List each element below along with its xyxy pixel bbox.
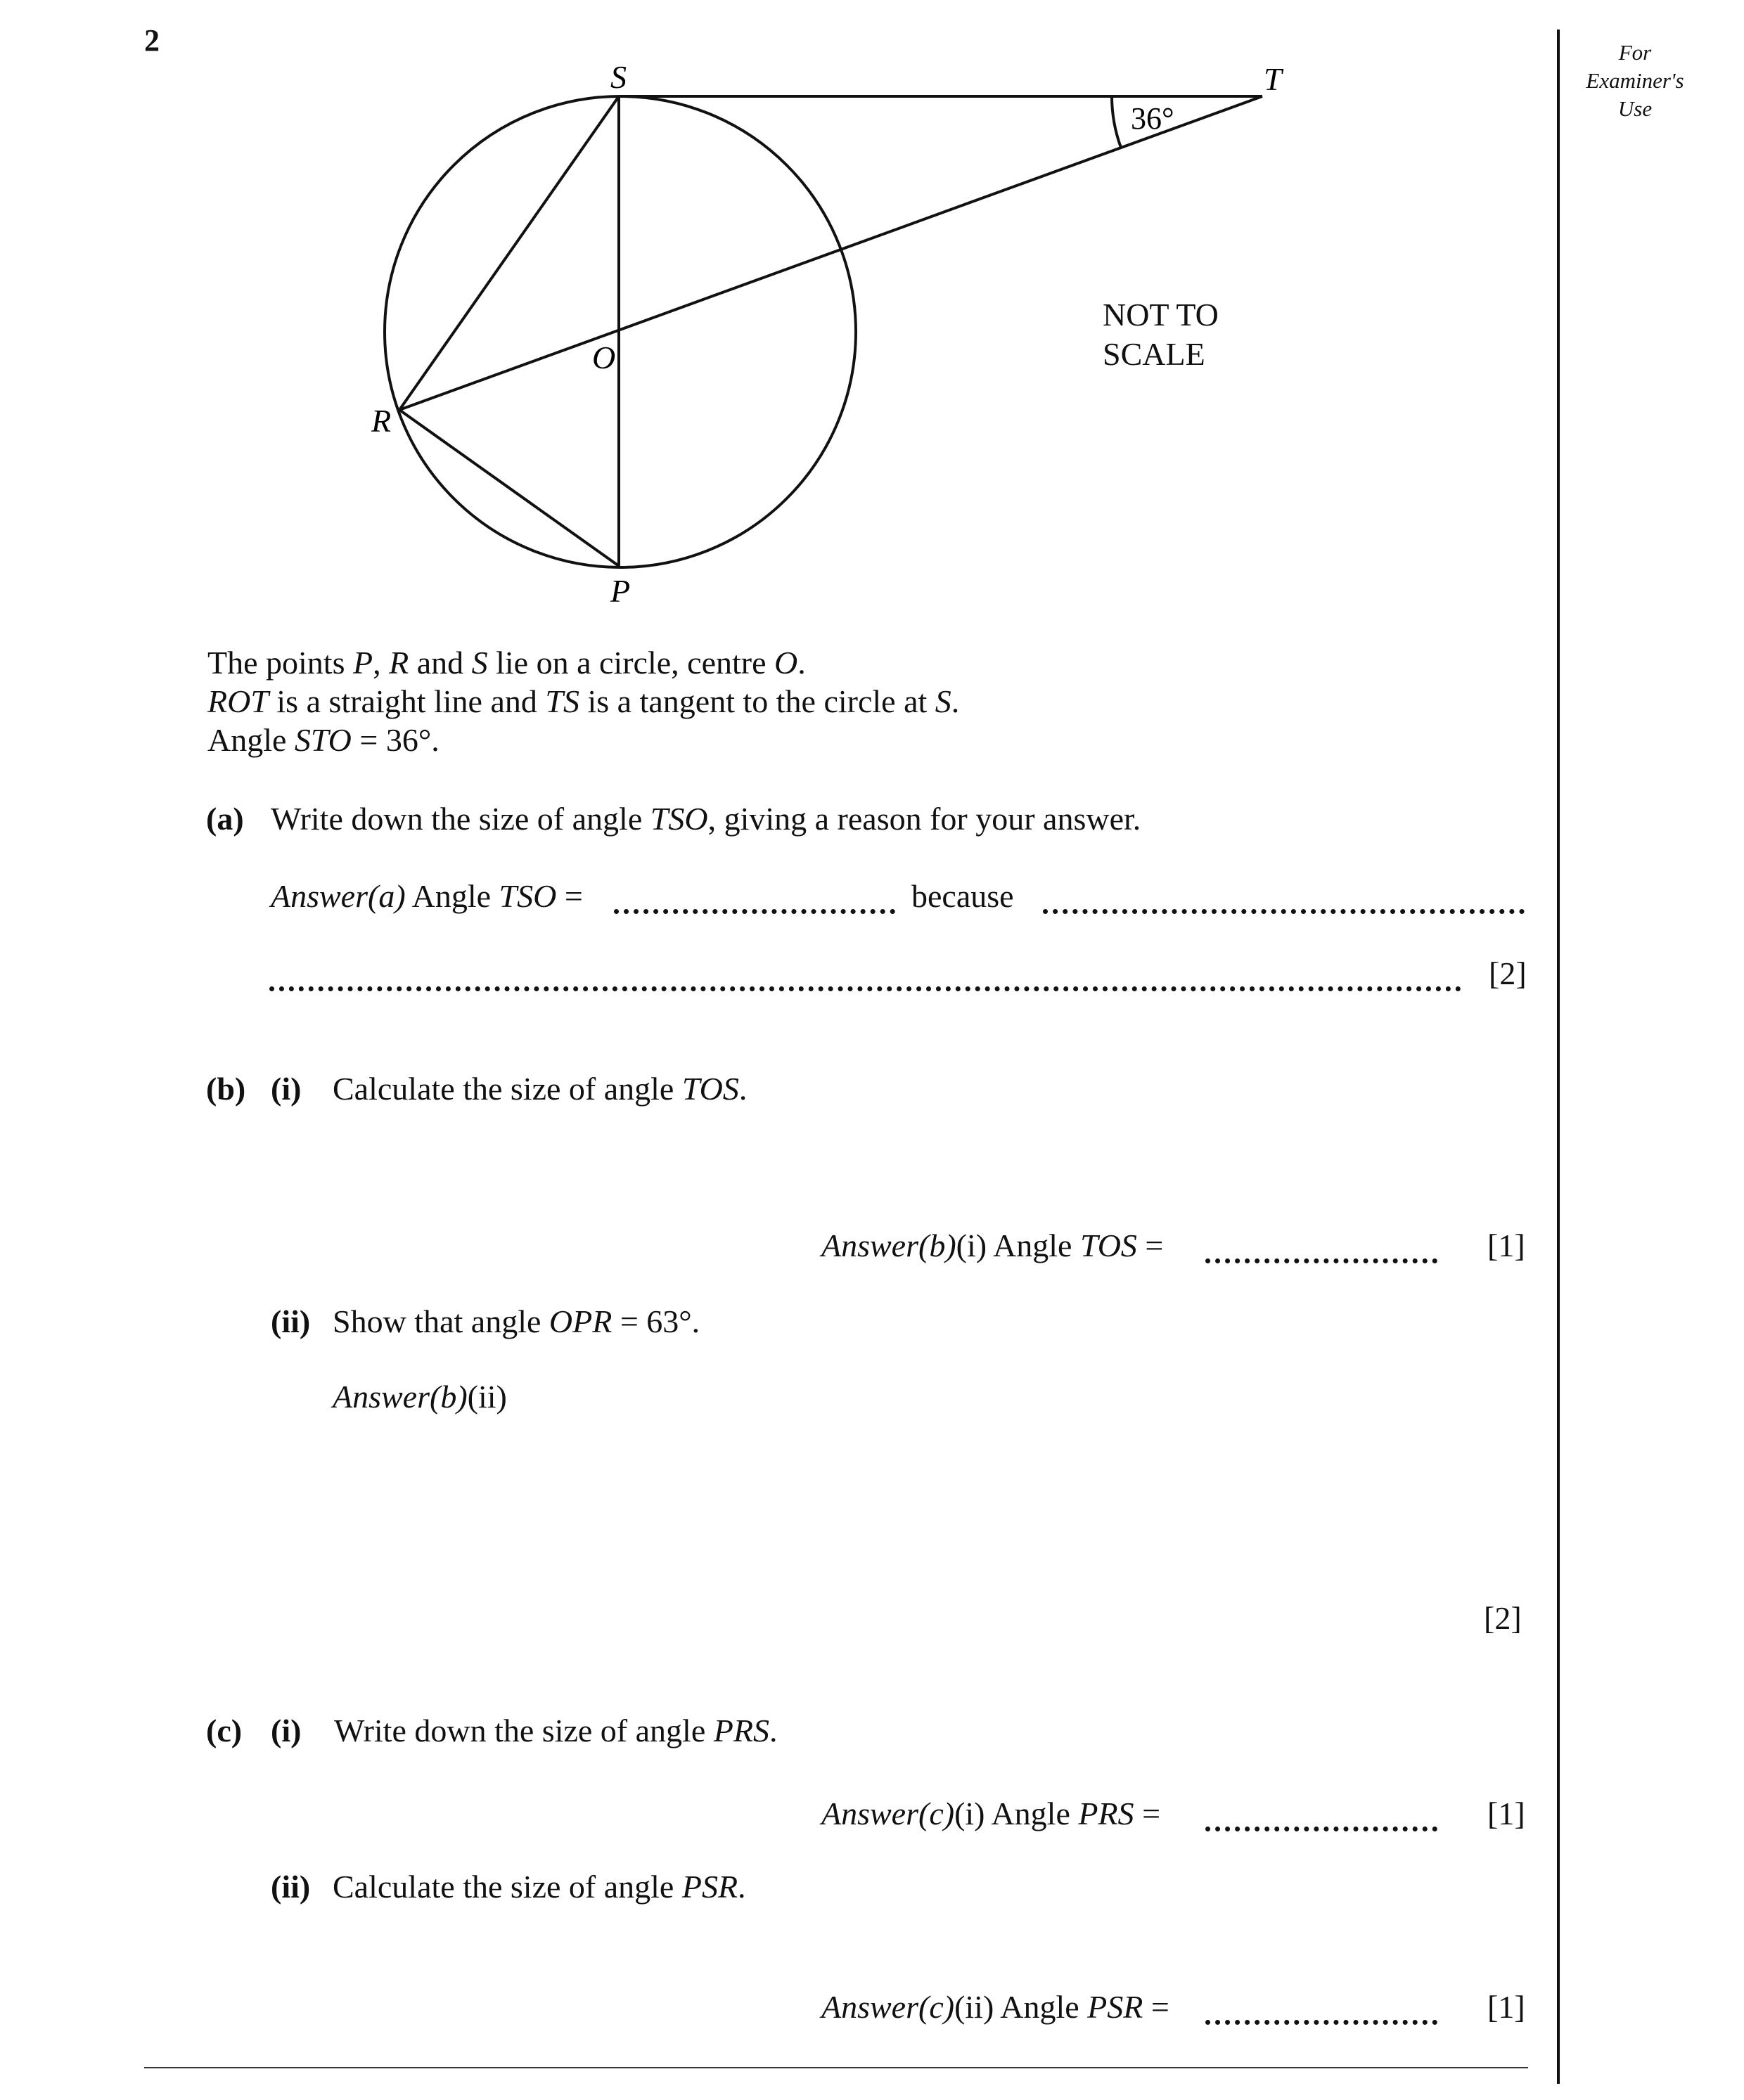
part-b-ii-label: (ii) xyxy=(271,1303,311,1339)
examiner-label-line3: Use xyxy=(1617,96,1653,121)
part-b-i-answer-line[interactable] xyxy=(1205,1258,1437,1263)
note-line1: NOT TO xyxy=(1103,297,1219,333)
examiner-label-line1: For xyxy=(1618,40,1652,65)
part-a-marks: [2] xyxy=(1489,955,1527,991)
line-rs xyxy=(399,96,619,410)
page-number: 2 xyxy=(144,23,160,58)
part-c-ii-question: Calculate the size of angle PSR. xyxy=(333,1869,746,1905)
part-a-angle-answer-line[interactable] xyxy=(614,909,895,914)
stem-line2: ROT is a straight line and TS is a tangent to the circle at S. xyxy=(207,683,960,719)
label-p: P xyxy=(610,573,631,609)
examiner-label-line2: Examiner's xyxy=(1586,68,1684,93)
part-b-i-answer-label: Answer(b)(i) Angle TOS = xyxy=(821,1228,1164,1263)
part-a-reason-line-2[interactable] xyxy=(269,986,1461,991)
label-s: S xyxy=(610,59,627,95)
part-a-label: (a) xyxy=(206,801,244,837)
label-o: O xyxy=(592,340,616,375)
part-c-i-answer-line[interactable] xyxy=(1205,1827,1437,1831)
part-c-i-answer-label: Answer(c)(i) Angle PRS = xyxy=(821,1796,1161,1831)
stem-line1: The points P, R and S lie on a circle, centre O. xyxy=(207,645,806,681)
part-a-because: because xyxy=(911,878,1014,914)
part-c-ii-marks: [1] xyxy=(1487,1989,1525,2025)
part-c-i-question: Write down the size of angle PRS. xyxy=(334,1713,778,1748)
part-c-ii-label: (ii) xyxy=(271,1869,311,1905)
part-c-i-label: (i) xyxy=(271,1713,302,1748)
part-b-ii-question: Show that angle OPR = 63°. xyxy=(333,1303,700,1339)
part-c-ii-answer-label: Answer(c)(ii) Angle PSR = xyxy=(821,1989,1169,2025)
question-stem xyxy=(207,643,959,759)
part-a-answer-label: Answer(a) Angle TSO = xyxy=(271,878,583,914)
part-c-i-marks: [1] xyxy=(1487,1796,1525,1831)
part-c-label: (c) xyxy=(206,1713,243,1748)
label-t: T xyxy=(1264,61,1282,97)
part-a-reason-line-1[interactable] xyxy=(1043,909,1525,914)
not-to-scale-note xyxy=(1103,295,1285,374)
part-b-ii-answer-label: Answer(b)(ii) xyxy=(333,1379,507,1415)
label-r: R xyxy=(371,403,392,439)
circle-diagram xyxy=(0,0,1744,633)
angle-arc-t xyxy=(1112,96,1121,148)
part-b-label: (b) xyxy=(206,1071,246,1107)
part-b-i-marks: [1] xyxy=(1487,1228,1525,1263)
part-a-question: Write down the size of angle TSO, giving a reason for your answer. xyxy=(271,801,1141,837)
stem-line3: Angle STO = 36°. xyxy=(207,722,440,758)
part-b-i-label: (i) xyxy=(271,1071,302,1107)
line-rp xyxy=(399,410,619,566)
part-c-ii-answer-line[interactable] xyxy=(1205,2020,1437,2025)
note-line2: SCALE xyxy=(1103,336,1205,372)
part-b-ii-marks: [2] xyxy=(1484,1600,1522,1636)
part-b-i-question: Calculate the size of angle TOS. xyxy=(333,1071,748,1107)
page-bottom-rule xyxy=(144,2067,1528,2068)
angle-label: 36° xyxy=(1131,101,1174,136)
